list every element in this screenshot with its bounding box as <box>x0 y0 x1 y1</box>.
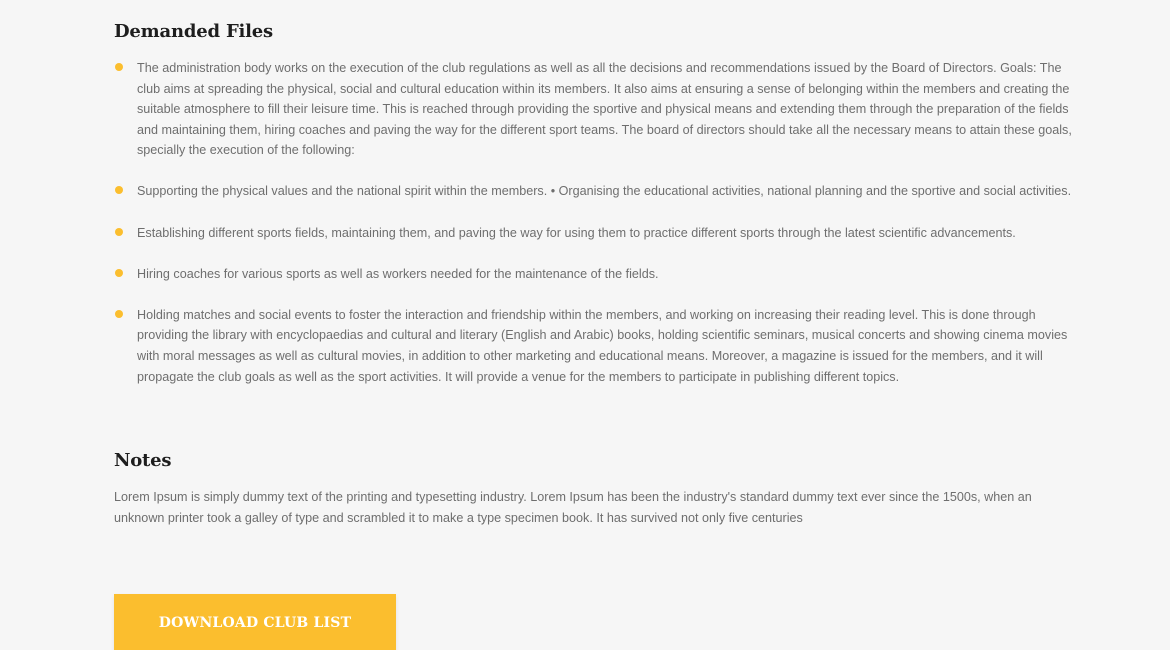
list-item <box>114 58 1079 161</box>
bullet-icon <box>115 310 123 318</box>
list-item-text: Establishing different sports fields, maintaining them, and paving the way for using them to practice different sports through the latest scientific advancements. <box>137 225 1016 240</box>
list-item <box>114 223 1079 244</box>
list-item <box>114 264 1079 285</box>
bullet-icon <box>115 63 123 71</box>
download-button-label: DOWNLOAD CLUB LIST <box>158 615 352 631</box>
list-item <box>114 305 1079 387</box>
notes-text: Lorem Ipsum is simply dummy text of the printing and typesetting industry. Lorem Ipsum has been the industry's standard dummy text ever since the 1500s, when an unknown printer took a galley of type and scrambled it to make a type specimen book. It has survived not only five centuries <box>114 490 1032 525</box>
list-item-text: The administration body works on the execution of the club regulations as well as all the decisions and recommendations issued by the Board of Directors. Goals: The club aims at spreading the physical, social and cultural education within its members. It also aims at ensuring a sense of belonging within the members and creating the suitable atmosphere to fill their leisure time. This is reached through providing the sportive and physical means and extending them through the preparation of the fields and maintaining them, hiring coaches and paving the way for the different sport teams. The board of directors should take all the necessary means to attain these goals, specially the execution of the following: <box>137 61 1072 158</box>
demanded-files-heading: Demanded Files <box>114 21 273 42</box>
bullet-icon <box>115 186 123 194</box>
download-club-list-button[interactable] <box>114 594 396 650</box>
bullet-icon <box>115 269 123 277</box>
demanded-files-list <box>114 58 1079 408</box>
notes-heading: Notes <box>114 450 172 471</box>
list-item-text: Hiring coaches for various sports as well as workers needed for the maintenance of the fields. <box>137 266 659 281</box>
list-item-text: Supporting the physical values and the national spirit within the members. • Organising the educational activities, national planning and the sportive and social activities. <box>137 184 1072 199</box>
bullet-icon <box>115 228 123 236</box>
list-item <box>114 181 1079 202</box>
list-item-text: Holding matches and social events to foster the interaction and friendship within the members, and working on increasing their reading level. This is done through providing the library with encyclopaedias and cultural and literary (English and Arabic) books, holding scientific seminars, musical concerts and showing cinema movies with moral messages as well as cultural movies, in addition to other marketing and educational means. Moreover, a magazine is issued for the members, and it will propagate the club goals as well as the sport activities. It will provide a venue for the members to participate in publishing different topics. <box>137 307 1068 384</box>
